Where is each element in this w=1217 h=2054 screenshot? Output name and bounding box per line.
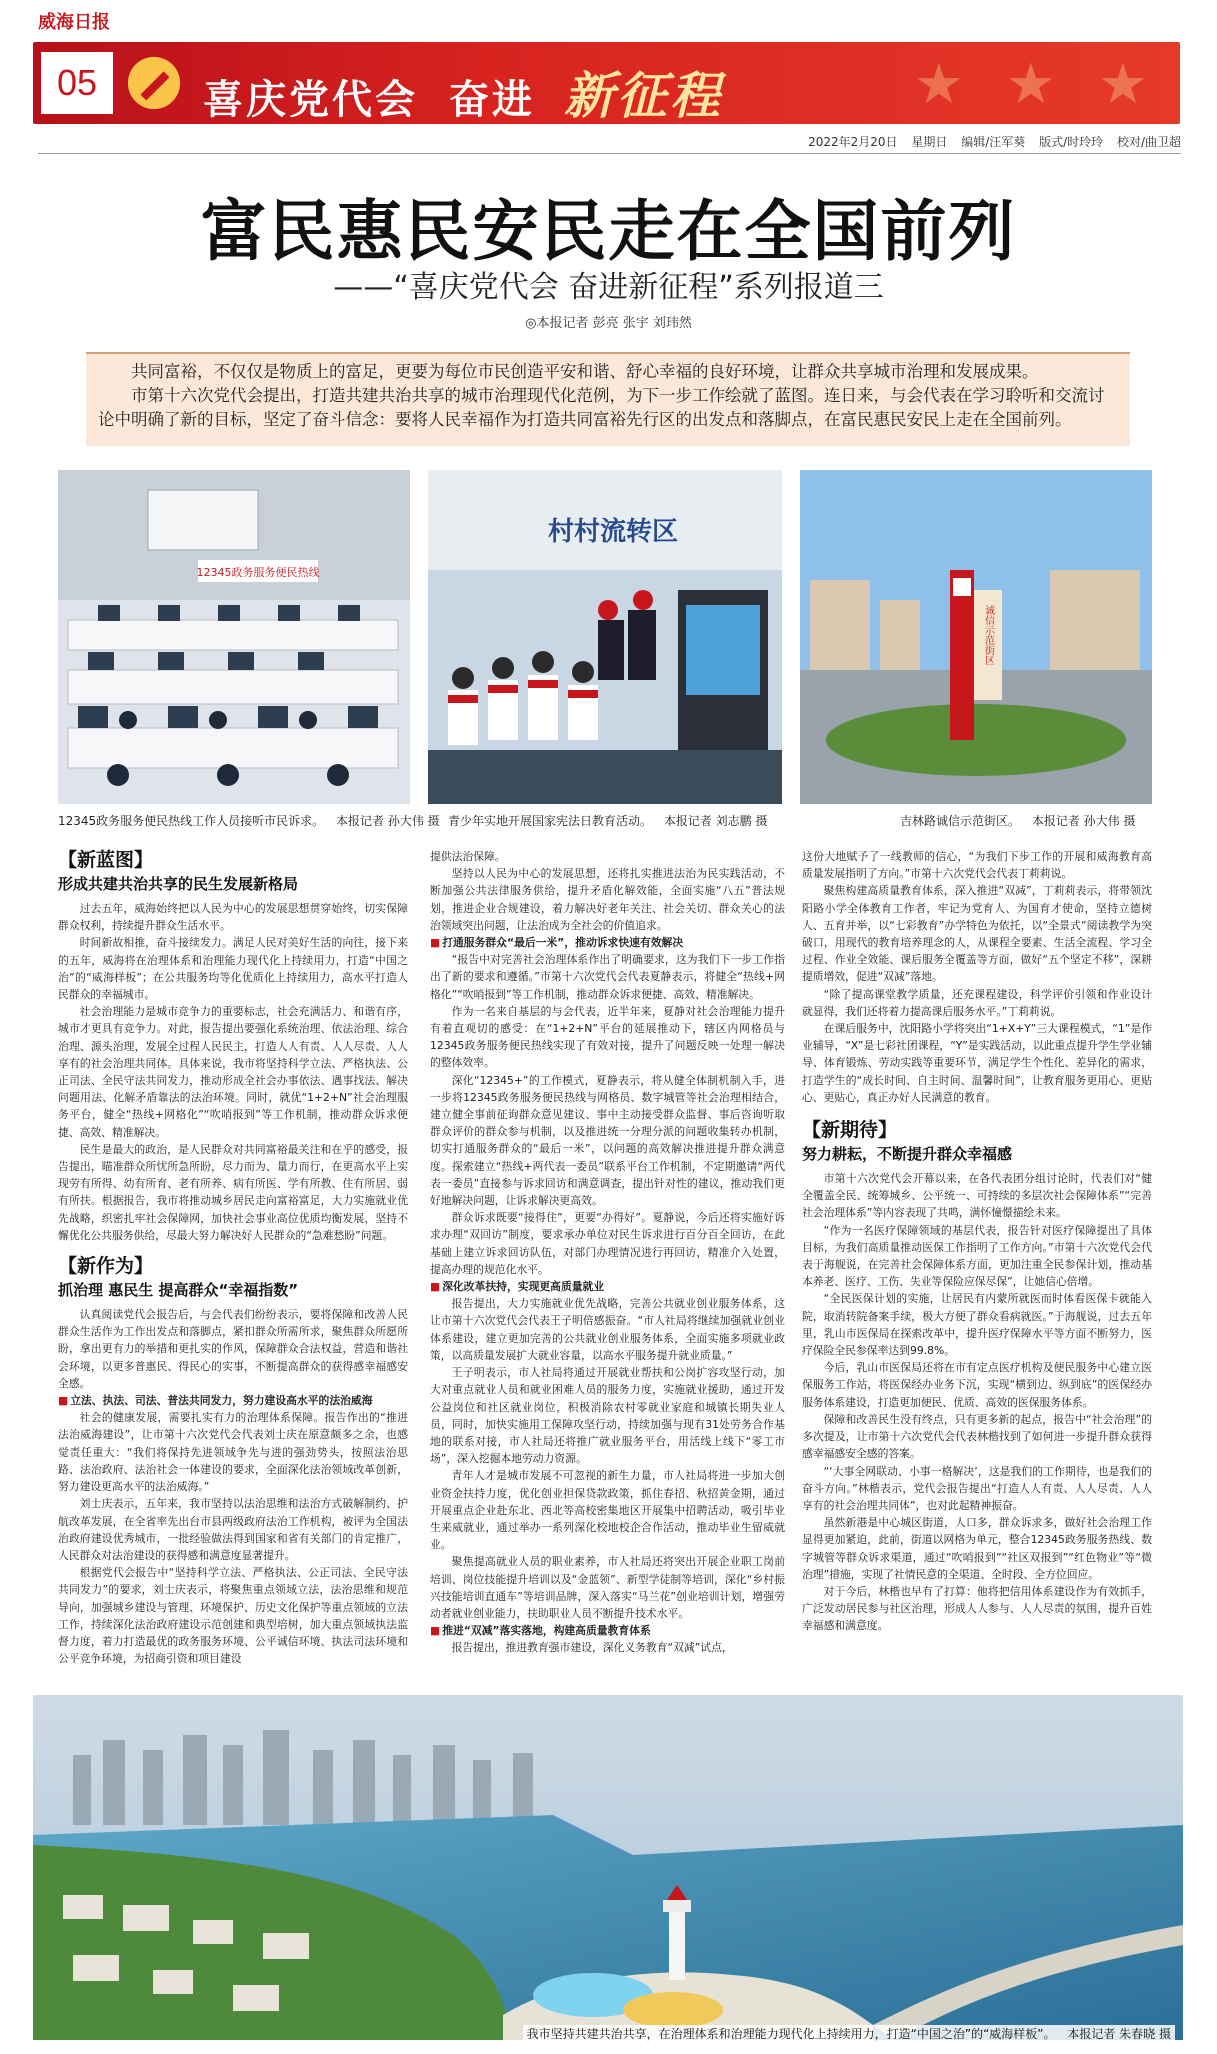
- article-column-3: [802, 848, 1152, 1688]
- call-center-image: [58, 470, 410, 804]
- paragraph: 王子明表示，市人社局将通过开展就业帮扶和公岗扩容攻坚行动，加大对重点就业人员和就业困难人员的服务力度，实施就业援助，通过开发公益岗位和社区就业岗位，积极消除农村零就业家庭和城镇长期失业人员，同时，加快实施用工保障攻坚行动，持续加强与现有31处劳务合作基地的联系对接，市人社局还将推广就业服务平台，用活线上线下“零工市场”，深入挖掘本地劳动力资源。: [430, 1366, 785, 1466]
- paragraph: 群众诉求既要“接得住”，更要“办得好”。夏静说，今后还将实施好诉求办理“双回访”制度，要求承办单位对民生诉求进行百分百全回访，在此基础上建立诉求回访队伍，对部门办理情况进行再回访，精准介入处置，提高办理的规范化水平。: [430, 1211, 785, 1276]
- paragraph: 报告提出，推进教育强市建设，深化义务教育“双减”试点，: [451, 1641, 733, 1655]
- page-number: 05: [41, 52, 113, 114]
- paragraph: 时间新故相推，奋斗接续发力。满足人民对美好生活的向往，接下来的五年，威海将在治理体系和治理能力现代化上持续用力，打造“中国之治”的“威海样板”；在公共服务均等化优质化上持续用力，高水平打造人民群众的幸福城市。: [58, 936, 408, 1002]
- paragraph: 青年人才是城市发展不可忽视的新生力量，市人社局将进一步加大创业资金扶持力度，优化创业担保贷款政策，抓住春招、秋招黄金期，通过开展重点企业赴东北、西北等高校密集地区开展集中招聘活动，吸引毕业生来威就业，通过举办一系列深化校地校企合作活动，推动毕业生留威就业。: [430, 1469, 785, 1552]
- paragraph: “全民医保计划的实施，让居民有内蒙所就医而时体看医保卡就能入院，取消转院备案手续，极大方便了群众看病就医。”于海舰说，过去五年里，乳山市医保局在探索改革中，提升医疗保障水平等方面不断努力，医疗保险全民参保率达到99.8%。: [802, 1292, 1152, 1358]
- subsection-heading: ■ 打通服务群众“最后一米”，推动诉求快速有效解决: [430, 934, 785, 951]
- caption-credit: 本报记者 朱春晓 摄: [1067, 2027, 1171, 2041]
- aerial-city-image: [33, 1695, 1183, 2040]
- subsection-heading: ■ 立法、执法、司法、普法共同发力，努力建设高水平的法治威海: [58, 1392, 408, 1409]
- paragraph: 聚焦构建高质量教育体系，深入推进“双减”，丁莉莉表示，将带领沈阳路小学全体教育工作者，牢记为党育人、为国育才使命，坚持立德树人、五育并举，以“七彩教育”办学特色为依托，以“全景式”阅读教学为突破口，用现代的教育培养理念的人，从课程全要素、生活全流程、学习全过程、作业全效能、课后服务全覆盖等方面，做好“五个坚定不移”，深耕提质增效，促进“双减”落地。: [802, 884, 1152, 984]
- paragraph: 虽然新港是中心城区街道，人口多，群众诉求多，做好社会治理工作显得更加紧迫，此前，街道以网格为单元，整合12345政务服务热线、数字城管等群众诉求渠道，通过“吹哨报到”“社区双报到”“红色物业”等“微治理”措施，实现了社情民意的全渠道、全时段、全方位回应。: [802, 1516, 1152, 1581]
- newspaper-masthead: 威海日报: [38, 12, 110, 33]
- party-emblem-icon: [125, 54, 183, 112]
- date: 2022年2月20日: [808, 135, 898, 149]
- paragraph: 过去五年，威海始终把以人民为中心的发展思想贯穿始终，切实保障群众权利，持续提升群众生活水平。: [58, 902, 408, 933]
- paragraph: 社会治理能力是城市竞争力的重要标志，社会充满活力、和谐有序，城市才更具有竞争力。对此，报告提出要强化系统治理、依法治理、综合治理、源头治理，发展全过程人民民主，打造人人有责、人人尽责、人人享有的社会治理共同体。具体来说，我市将坚持科学立法、严格执法、公正司法、全民守法共同发力，推动形成全社会办事依法、遇事找法、解决问题用法、化解矛盾靠法的法治环境。同时，就优“1+2+N”社会治理服务平台，健全“热线+网格化”“吹哨报到”等工作机制，推动群众诉求便捷、高效、精准解决。: [58, 1005, 408, 1139]
- aerial-city-photo: [33, 1695, 1183, 2040]
- paragraph: 报告提出，大力实施就业优先战略，完善公共就业创业服务体系，这让市第十六次党代会代表王子明倍感振奋。“市人社局将继续加强就业创业体系建设，建立更加完善的公共就业创业服务体系，全面实施多项就业政策，以高质量发展扩大就业容量，以高水平服务提升就业质量。”: [430, 1297, 785, 1362]
- headline: 富民惠民安民走在全国前列: [200, 192, 1017, 270]
- article-column-2: [430, 848, 785, 1688]
- article-column-1: [58, 848, 408, 1688]
- paragraph: 刘士庆表示，五年来，我市坚持以法治思维和法治方式破解制约、护航改革发展，在全省率先出台市县两级政府法治工作机构，被评为全国法治政府建设优秀城市，一批经验做法得到国家和省有关部门的肯定推广，人民群众对法治建设的获得感和满意度显著提升。: [58, 1497, 408, 1562]
- paragraph: 这份大地赋予了一线教师的信心，“为我们下步工作的开展和威海教育高质量发展指明了方向。”市第十六次党代会代表丁莉莉说。: [802, 850, 1152, 881]
- students-image: [428, 470, 782, 804]
- caption-text: 青少年实地开展国家宪法日教育活动。: [448, 814, 653, 828]
- caption-text: 12345政务服务便民热线工作人员接听市民诉求。: [58, 814, 325, 828]
- paragraph: 社会的健康发展，需要扎实有力的治理体系保障。报告作出的“推进法治威海建设”，让市第十六次党代会代表刘士庆在原意颇多之余，也感觉责任重大：“我们将保持先进领域争先与进的强劲势头，按照法治思路、法治政府、法治社会一体建设的要求，全面深化法治领域改革创新，努力建设更高水平的法治威海。”: [58, 1411, 408, 1494]
- street-image: [800, 470, 1152, 804]
- section-banner: [33, 42, 1180, 124]
- paragraph: 在课后服务中，沈阳路小学将突出“1+X+Y”三大课程模式，“1”是作业辅导，“X”是七彩社团课程，“Y”是实践活动，以此重点提升学生学业辅导、体育锻炼、劳动实践等重要环节，满足学生个性化、差异化的需求，打造学生的“成长时间、自主时间、温馨时间”，让教育服务更用心、更贴心、更贴心，真正办好人民满意的教育。: [802, 1022, 1152, 1104]
- paragraph: 对于今后，林楷也早有了打算：他将把信用体系建设作为有效抓手，广泛发动居民参与社区治理，形成人人参与、人人尽责的氛围，提升百姓幸福感和满意度。: [802, 1584, 1152, 1633]
- paragraph: 提供法治保障。: [430, 850, 506, 863]
- lead-line: 共同富裕，不仅仅是物质上的富足，更要为每位市民创造平安和谐、舒心幸福的良好环境，让群众共享城市治理和发展成果。: [131, 362, 1039, 381]
- weekday: 星期日: [911, 135, 948, 149]
- slogan-part-1: 喜庆党代会: [203, 77, 418, 123]
- section-title: 抓治理 惠民生 提高群众“幸福指数”: [58, 1281, 299, 1300]
- photo-caption-2: [448, 812, 767, 829]
- section-title: 努力耕耘，不断提升群众幸福感: [802, 1145, 1013, 1164]
- paragraph: 认真阅读党代会报告后，与会代表们纷纷表示，要将保障和改善人民群众生活作为工作出发点和落脚点，紧扣群众所需所求，聚焦群众所愿所盼，拿出更有力的举措和更扎实的作风，保障群众合法权益，营造和谐社会环境，以更多普惠民、得民心的实事，不断提高群众的获得感幸福感安全感。: [58, 1308, 408, 1390]
- subheadline: ——“喜庆党代会 奋进新征程”系列报道三: [333, 270, 884, 305]
- bottom-photo-caption: [523, 2025, 1175, 2042]
- caption-credit: 本报记者 刘志鹏 摄: [663, 814, 768, 828]
- paragraph: 聚焦提高就业人员的职业素养，市人社局还将突出开展企业职工岗前培训、岗位技能提升培训以及“金蓝领”、新型学徒制等培训，深化“乡村振兴技能培训直通车”等培训品牌，深入落实“马兰花”创业培训计划，增强劳动者就业创业能力，扶助职业人员不断提升技术水平。: [430, 1555, 785, 1620]
- section-title: 形成共建共治共享的民生发展新格局: [58, 875, 299, 893]
- caption-credit: 本报记者 孙大伟 摄: [336, 814, 440, 828]
- photo-caption-3: [900, 812, 1135, 829]
- caption-text: 我市坚持共建共治共享，在治理体系和治理能力现代化上持续用力，打造“中国之治”的“威海样板”。: [526, 2027, 1056, 2041]
- sign-text: 诚信示范街区: [982, 605, 994, 665]
- section-tag-blueprint: 【新蓝图】: [58, 849, 154, 871]
- banner-slogan: [203, 56, 723, 124]
- photo-students: [428, 470, 782, 804]
- paragraph: 市第十六次党代会开幕以来，在各代表团分组讨论时，代表们对“健全覆盖全民、统筹城乡、公平统一、可持续的多层次社会保障体系”“完善社会治理体系”等内容表现了共鸣，满怀憧憬描绘未来。: [802, 1172, 1152, 1220]
- caption-text: 吉林路诚信示范街区。: [900, 814, 1021, 828]
- paragraph: “作为一名医疗保障领域的基层代表，报告针对医疗保障提出了具体目标，为我们高质量推动医保工作指明了工作方向。”市第十六次党代会代表于海舰说，在完善社会保障体系方面，更加注重全民参保计划，推动基本养老、医疗、工伤、失业等保险应保尽保”，让她信心倍增。: [802, 1223, 1152, 1289]
- paragraph: “报告中对完善社会治理体系作出了明确要求，这为我们下一步工作指出了新的要求和遵循。”市第十六次党代会代表夏静表示，将健全“热线+网格化”“吹哨报到”等工作机制，推动群众诉求便捷、高效、精准解决。: [430, 953, 785, 1001]
- sign-text: 12345政务服务便民热线: [196, 566, 320, 579]
- paragraph: 民生是最大的政治，是人民群众对共同富裕最关注和在乎的感受，报告提出，瞄准群众所忧所急所盼，尽力而为、量力而行，在更高水平上实现劳有所得、幼有所育、老有所养、病有所医、学有所教、住有所居、弱有所扶。根据报告，我市将推动城乡居民走向富裕富足，大力实施就业优先战略，织密扎牢社会保障网，加快社会事业高位优质均衡发展，坚持不懈优化公共服务供给，尽最大努力解决好人民群众的“急难愁盼”问题。: [58, 1142, 408, 1242]
- caption-credit: 本报记者 孙大伟 摄: [1031, 814, 1136, 828]
- divider: [38, 153, 1181, 154]
- paragraph: 作为一名来自基层的与会代表，近半年来，夏静对社会治理能力提升有着直观切的感受：在“1+2+N”平台的延展推动下，辖区内网格员与12345政务服务便民热线实现了有效对接，提升了问题反映一处理一解决的整体效率。: [430, 1004, 785, 1070]
- proofreader: 校对/曲卫超: [1116, 135, 1181, 149]
- lead-line: 市第十六次党代会提出，打造共建共治共享的城市治理现代化范例，为下一步工作绘就了蓝图。连日来，与会代表在学习聆听和交流讨论中明确了新的目标，坚定了奋斗信念：要将人民幸福作为打造共同富裕先行区的出发点和落脚点，在富民惠民安民上走在全国前列。: [98, 386, 1105, 429]
- paragraph: 根据党代会报告中“坚持科学立法、严格执法、公正司法、全民守法共同发力”的要求，刘士庆表示，将聚焦重点领域立法，法治思维和规范导向，加强城乡建设与管理、环境保护、历史文化保护等重点领域的立法工作，持续深化法治政府建设示范创建和典型培树，加大重点领域执法监督力度，着力打造最优的政务服务环境、公平诚信环境、执法司法环境和公平竞争环境，为招商引资和项目建设: [58, 1566, 408, 1666]
- paragraph: 深化“12345+”的工作模式，夏静表示，将从健全体制机制入手，进一步将12345政务服务便民热线与网格员、数字城管等社会治理相结合，建立健全事前征询群众意见建议、事中主动接受群众监督、事后咨询听取群众评价的群众参与机制，以及推进统一分理分派的问题收集转办机制，切实打通服务群众的“最后一米”，以问题的高效解决推进提升群众满意度。探索建立“热线+两代表一委员”联系平台工作机制，不定期邀请“两代表一委员”直接参与诉求回访和满意调查，提出针对性的建议，推动我们更好地解决问题，让诉求解决更高效。: [430, 1073, 785, 1208]
- section-tag-expectation: 【新期待】: [802, 1119, 898, 1142]
- paragraph: “除了提高课堂教学质量，还充课程建设，科学评价引领和作业设计就显得，我们还将着力提高课后服务水平。”丁莉莉说。: [802, 987, 1152, 1018]
- subsection-heading: ■ 深化改革扶持，实现更高质量就业: [430, 1278, 785, 1295]
- slogan-part-2: 奋进: [448, 77, 535, 123]
- wall-sign-text: 村村流转区: [548, 517, 679, 547]
- paragraph: “‘大事全网联动、小事一格解决’，这是我们的工作期待，也是我们的奋斗方向。”林楷表示，党代会报告提出“打造人人有责、人人尽责、人人享有的社会治理共同体”，也对此起精神振奋。: [802, 1464, 1152, 1512]
- paragraph: 今后，乳山市医保局还将在市有定点医疗机构及便民服务中心建立医保服务工作站，将医保经办业务下沉，实现“横到边、纵到底”的医保经办服务体系建设，打造更加便民、优质、高效的医保服务体系。: [802, 1361, 1152, 1409]
- section-tag-action: 【新作为】: [58, 1255, 154, 1278]
- paragraph: 坚持以人民为中心的发展思想，还将扎实推进法治为民实践活动，不断加强公共法律服务供给，提升矛盾化解效能，全面实施“八五”普法规划，推进企业合规建设，着力解决好老年关注、社会关切、群众关心的法治领域突出问题，让法治成为全社会的价值追求。: [430, 867, 785, 932]
- byline: ◎本报记者 彭亮 张宇 刘玮然: [525, 316, 692, 331]
- photo-street: [800, 470, 1152, 804]
- paragraph: 保障和改善民生没有终点，只有更多新的起点，报告中“社会治理”的多次提及，让市第十六次党代会代表林楷找到了如何进一步提升群众获得感幸福感安全感的答案。: [802, 1412, 1152, 1461]
- slogan-part-3: 新征程: [563, 66, 723, 124]
- photo-caption-1: [58, 812, 440, 829]
- editor: 编辑/汪军葵: [961, 135, 1026, 149]
- photo-call-center: [58, 470, 410, 804]
- decorative-stars-icon: ★ ★ ★: [913, 52, 1160, 117]
- lead-paragraph: [86, 352, 1130, 446]
- subsection-heading: ■ 推进“双减”落实落地，构建高质量教育体系: [430, 1622, 785, 1639]
- dateline: [798, 133, 1181, 150]
- designer: 版式/时玲玲: [1039, 135, 1104, 149]
